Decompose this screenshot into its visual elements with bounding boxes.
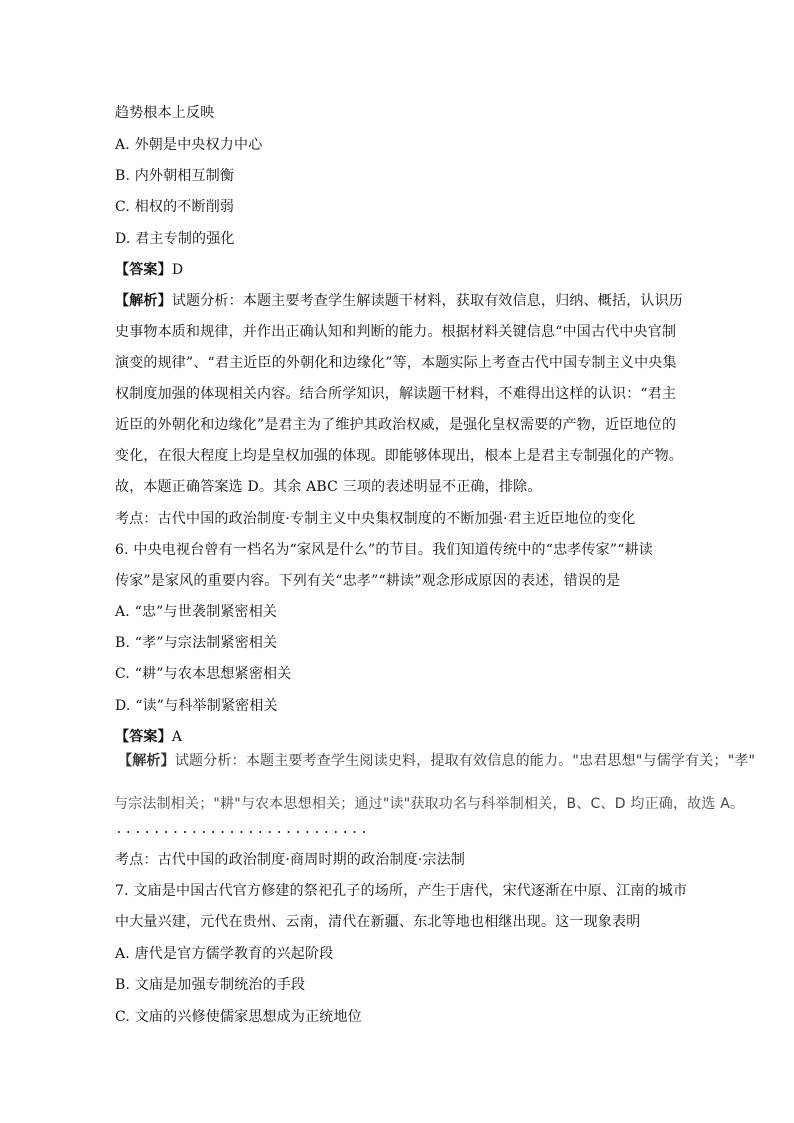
answer-value: A bbox=[171, 729, 183, 745]
question-6-stem: 传家”是家风的重要内容。下列有关“忠孝”“耕读”观念形成原因的表述，错误的是 bbox=[115, 573, 621, 589]
option-c: C. 文庙的兴修使儒家思想成为正统地位 bbox=[115, 1009, 362, 1025]
question-stem-continuation: 趋势根本上反映 bbox=[115, 105, 215, 121]
question-7-stem: 中大量兴建，元代在贵州、云南，清代在新疆、东北等地也相继出现。这一现象表明 bbox=[115, 914, 641, 930]
option-c: C. 相权的不断削弱 bbox=[115, 199, 235, 215]
exam-point: 考点：古代中国的政治制度·商周时期的政治制度·宗法制 bbox=[115, 852, 466, 868]
answer-value: D bbox=[171, 262, 184, 278]
scanned-analysis-line bbox=[118, 752, 755, 770]
option-b: B. 内外朝相互制衡 bbox=[115, 168, 235, 184]
analysis-text-line: 故，本题正确答案选 D。其余 ABC 三项的表述明显不正确，排除。 bbox=[115, 479, 542, 495]
answer-label: 【答案】 bbox=[115, 262, 172, 278]
option-a: A. 唐代是官方儒学教育的兴起阶段 bbox=[115, 946, 334, 962]
analysis-line bbox=[115, 292, 683, 310]
analysis-text-line: 变化，在很大程度上均是皇权加强的体现。即能够体现出，根本上是君主专制强化的产物。 bbox=[115, 448, 683, 464]
analysis-label: 【解析】 bbox=[118, 753, 175, 769]
option-a: A. “忠”与世袭制紧密相关 bbox=[115, 604, 278, 620]
option-d: D. “读”与科举制紧密相关 bbox=[115, 698, 278, 714]
scanned-analysis-line: 与宗法制相关；"耕"与农本思想相关；通过"读"获取功名与科举制相关，B、C、D 均正确，故选 A。 bbox=[114, 796, 745, 812]
analysis-label: 【解析】 bbox=[115, 293, 172, 309]
analysis-text: 试题分析：本题主要考查学生解读题干材料，获取有效信息，归纳、概括，认识历 bbox=[171, 293, 684, 309]
option-b: B. 文庙是加强专制统治的手段 bbox=[115, 977, 306, 993]
option-d: D. 君主专制的强化 bbox=[115, 231, 235, 247]
analysis-text-line: 演变的规律”、“君主近臣的外朝化和边缘化”等，本题实际上考查古代中国专制主义中央集 bbox=[115, 355, 677, 371]
question-7-stem: 7. 文庙是中国古代官方修建的祭祀孔子的场所，产生于唐代，宋代逐渐在中原、江南的城市 bbox=[115, 883, 688, 899]
exam-point: 考点：古代中国的政治制度·专制主义中央集权制度的不断加强·君主近臣地位的变化 bbox=[115, 511, 636, 527]
answer-label: 【答案】 bbox=[115, 729, 172, 745]
analysis-text-line: 近臣的外朝化和边缘化”是君主为了维护其政治权威，是强化皇权需要的产物，近臣地位的 bbox=[115, 417, 677, 433]
analysis-text-line: 史事物本质和规律，并作出正确认知和判断的能力。根据材料关键信息“中国古代中央官制 bbox=[115, 324, 677, 340]
answer-line bbox=[115, 728, 182, 746]
option-c: C. “耕”与农本思想紧密相关 bbox=[115, 666, 292, 682]
answer-line bbox=[115, 261, 183, 279]
question-6-stem: 6. 中央电视台曾有一档名为“家风是什么”的节目。我们知道传统中的“忠孝传家”“耕读 bbox=[115, 542, 653, 558]
option-a: A. 外朝是中央权力中心 bbox=[115, 137, 263, 153]
option-b: B. “孝”与宗法制紧密相关 bbox=[115, 635, 278, 651]
analysis-text: 试题分析：本题主要考查学生阅读史料，提取有效信息的能力。"忠君思想"与儒学有关；"孝" bbox=[174, 753, 756, 769]
dotted-separator: ........................... bbox=[115, 822, 370, 837]
analysis-text-line: 权制度加强的体现相关内容。结合所学知识，解读题干材料，不难得出这样的认识：“君主 bbox=[115, 386, 677, 402]
